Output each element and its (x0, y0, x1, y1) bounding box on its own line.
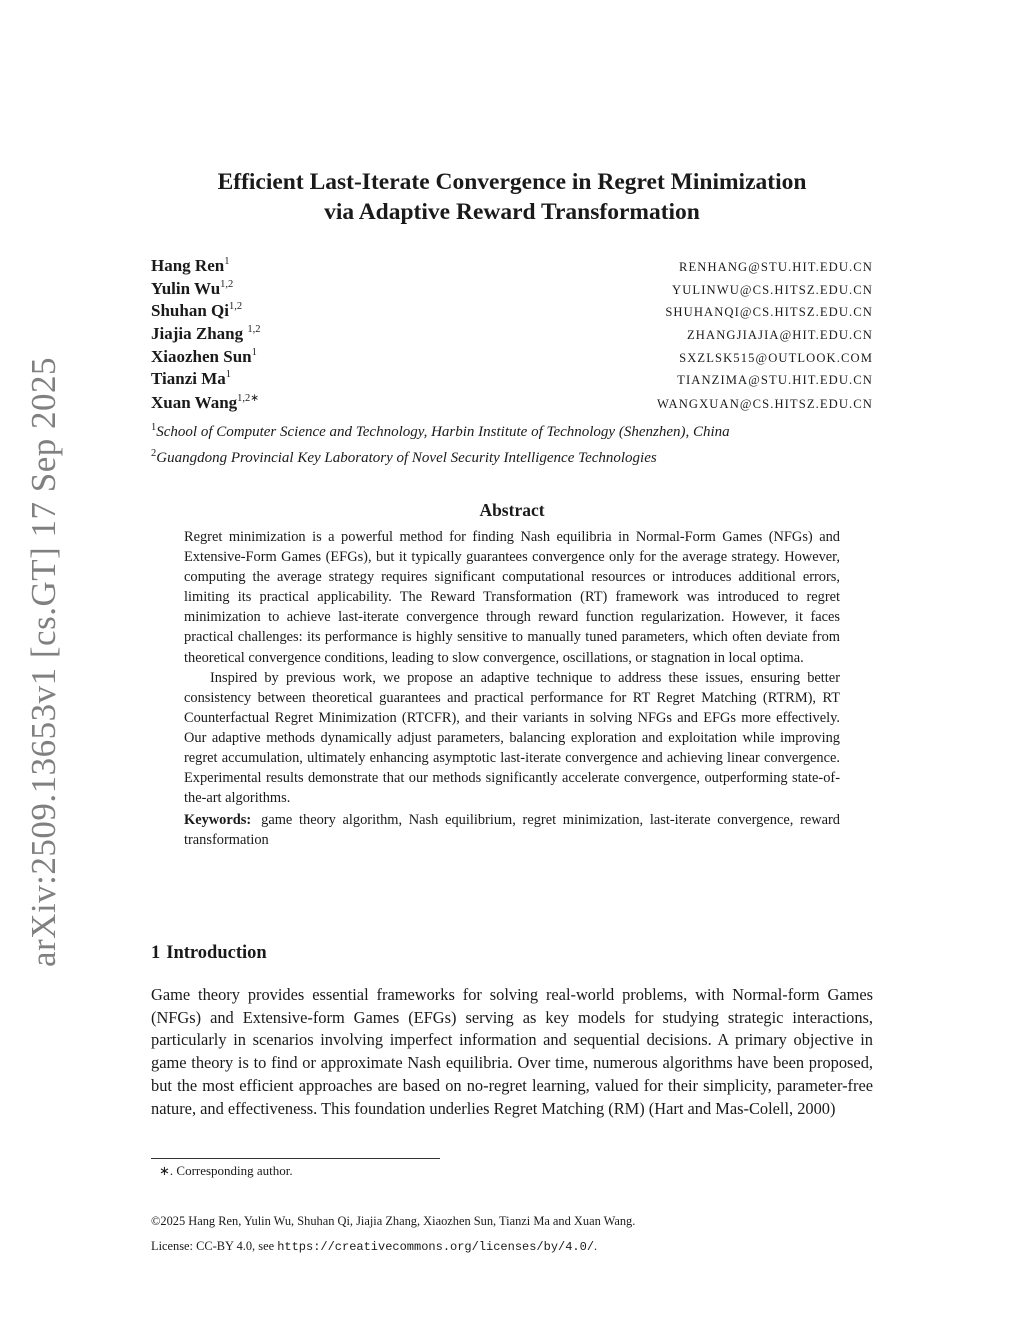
author-email[interactable]: YULINWU@CS.HITSZ.EDU.CN (672, 282, 873, 297)
author-affiliation-marker: 1,2 (247, 324, 261, 336)
author-name: Xuan Wang$^{1,2∗}$ (151, 393, 260, 413)
footnote: ∗. Corresponding author. (159, 1163, 293, 1178)
section-heading (151, 943, 267, 964)
keywords (184, 810, 840, 850)
arxiv-identifier-stamp[interactable]: arXiv:2509.13653v1 [cs.GT] 17 Sep 2025 (24, 356, 63, 968)
author-email[interactable]: WANGXUAN@CS.HITSZ.EDU.CN (656, 397, 873, 412)
author-row (151, 256, 873, 279)
keywords-label: Keywords: (184, 812, 252, 829)
author-email[interactable]: ZHANGJIAJIA@HIT.EDU.CN (687, 328, 873, 343)
author-affiliation-marker: 1 (225, 369, 232, 381)
author-row (151, 392, 873, 415)
keywords-text: game theory algorithm, Nash equilibrium, regret minimization, last-iterate convergence, reward transformation (184, 812, 840, 849)
section-number: 1 (151, 943, 161, 963)
abstract-section (184, 500, 840, 851)
author-email[interactable]: SHUHANQI@CS.HITSZ.EDU.CN (665, 305, 873, 320)
section-title: Introduction (166, 943, 267, 963)
abstract-paragraph: Regret minimization is a powerful method for finding Nash equilibria in Normal-Form Games (NFGs) and Extensive-Form Games (EFGs), but it typically guarantees convergence only for the average strategy. However, computing the average strategy requires significant computational resources or introduces additional errors, limiting its practical applicability. The Reward Transformation (RT) framework was introduced to regret minimization to achieve last-iterate convergence through reward function regularization. However, it faces practical challenges: its performance is highly sensitive to manually tuned parameters, which often deviate from theoretical convergence conditions, leading to slow convergence, oscillations, or stagnation in local optima. (184, 529, 840, 666)
author-row (151, 324, 873, 347)
abstract-heading: Abstract (479, 500, 545, 520)
author-email[interactable]: SXZLSK515@OUTLOOK.COM (679, 350, 873, 365)
author-email[interactable]: TIANZIMA@STU.HIT.EDU.CN (677, 373, 873, 388)
author-name: Tianzi Ma$^1$ (151, 369, 232, 389)
paper-title (130, 167, 894, 227)
title-line-2: via Adaptive Reward Transformation (324, 199, 700, 225)
affiliation-list (151, 417, 891, 469)
author-list (151, 256, 873, 415)
copyright-notice: ©2025 Hang Ren, Yulin Wu, Shuhan Qi, Jiajia Zhang, Xiaozhen Sun, Tianzi Ma and Xuan Wang. (151, 1214, 636, 1228)
license-notice: License: CC-BY 4.0, see https://creativecommons.org/licenses/by/4.0/. (151, 1239, 598, 1254)
author-name: Hang Ren$^1$ (151, 256, 230, 275)
footnote-divider (151, 1158, 440, 1159)
introduction-paragraph: Game theory provides essential frameworks for solving real-world problems, with Normal-form Games (NFGs) and Extensive-form Games (EFGs) serving as key models for studying strategic interactions, particularly in scenarios involving imperfect information and sequential decisions. A primary objective in game theory is to find or approximate Nash equilibria. Over time, numerous algorithms have been proposed, but the most efficient approaches are based on no-regret learning, valued for their simplicity, parameter-free nature, and effectiveness. This foundation underlies Regret Matching (RM) (Hart and Mas-Colell, 2000) (151, 985, 873, 1118)
author-affiliation-marker: 1,2 (228, 301, 243, 313)
author-row (151, 347, 873, 370)
title-line-1: Efficient Last-Iterate Convergence in Regret Minimization (217, 169, 807, 195)
author-affiliation-marker: 1 (224, 256, 230, 267)
author-row (151, 279, 873, 302)
author-name: Jiajia Zhang $^{1,2}$ (151, 324, 261, 344)
abstract-paragraph: Inspired by previous work, we propose an adaptive technique to address these issues, ensuring better consistency between theoretical guarantees and practical performance for RT Regret Matching (RTRM), RT Counterfactual Regret Minimization (RTCFR), and their variants in solving NFGs and EFGs more effectively. Our adaptive methods dynamically adjust parameters, balancing exploration and exploitation while improving regret accumulation, ultimately enhancing asymptotic last-iterate convergence and achieving linear convergence. Experimental results demonstrate that our methods significantly accelerate convergence, outperforming state-of-the-art algorithms. (184, 669, 840, 807)
author-affiliation-marker: 1,2 (220, 278, 234, 290)
affiliation: $^1$School of Computer Science and Technology, Harbin Institute of Technology (Shenzhen), China (151, 422, 730, 440)
author-name: Yulin Wu$^{1,2}$ (151, 278, 234, 298)
affiliation: $^2$Guangdong Provincial Key Laboratory of Novel Security Intelligence Technologies (151, 448, 657, 466)
license-link[interactable]: https://creativecommons.org/licenses/by/4.0/ (277, 1240, 595, 1254)
author-name: Xiaozhen Sun$^1$ (151, 346, 257, 366)
author-affiliation-marker: 1 (251, 346, 257, 358)
author-name: Shuhan Qi$^{1,2}$ (151, 301, 243, 321)
author-row (151, 369, 873, 392)
author-row (151, 301, 873, 324)
author-affiliation-marker: 1,2∗ (237, 393, 260, 405)
author-email[interactable]: RENHANG@STU.HIT.EDU.CN (678, 260, 873, 274)
